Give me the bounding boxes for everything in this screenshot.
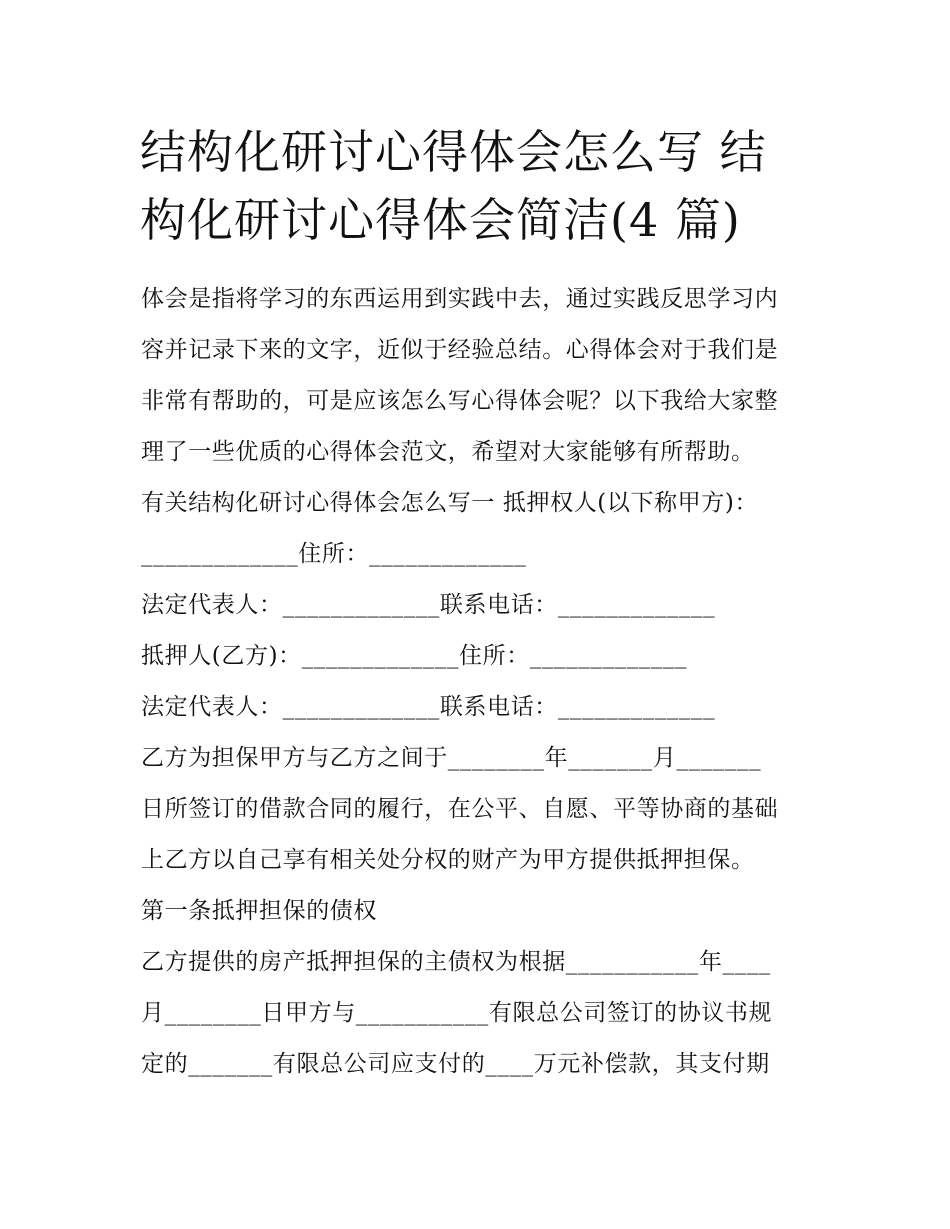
- body-line: 乙方为担保甲方与乙方之间于________年_______月_______: [141, 745, 762, 771]
- mortgagor-line: 抵押人(乙方)：_____________住所：_____________: [141, 643, 688, 669]
- title-line: 构化研讨心得体会简洁(4 篇): [140, 193, 741, 247]
- representative-line: 法定代表人：_____________联系电话：_____________: [141, 592, 716, 618]
- intro-line: 体会是指将学习的东西运用到实践中去，通过实践反思学习内: [141, 286, 779, 312]
- body-line: 月________日甲方与___________有限总公司签订的协议书规: [141, 1000, 773, 1026]
- body-line: 上乙方以自己享有相关处分权的财产为甲方提供抵押担保。: [141, 847, 755, 873]
- article-heading: 第一条抵押担保的债权: [141, 898, 377, 924]
- intro-line: 容并记录下来的文字，近似于经验总结。心得体会对于我们是: [141, 337, 779, 363]
- intro-line: 非常有帮助的，可是应该怎么写心得体会呢？以下我给大家整: [141, 388, 779, 414]
- title-line: 结构化研讨心得体会怎么写 结: [140, 125, 767, 179]
- section-heading-line: 有关结构化研讨心得体会怎么写一 抵押权人(以下称甲方)：: [141, 490, 759, 516]
- address-line: _____________住所：_____________: [141, 541, 527, 567]
- body-line: 定的_______有限总公司应支付的____万元补偿款，其支付期: [141, 1051, 770, 1077]
- body-line: 日所签订的借款合同的履行，在公平、自愿、平等协商的基础: [141, 796, 779, 822]
- representative-line: 法定代表人：_____________联系电话：_____________: [141, 694, 716, 720]
- body-line: 乙方提供的房产抵押担保的主债权为根据___________年____: [141, 949, 771, 975]
- intro-line: 理了一些优质的心得体会范文，希望对大家能够有所帮助。: [141, 439, 755, 465]
- document-title: [140, 118, 830, 254]
